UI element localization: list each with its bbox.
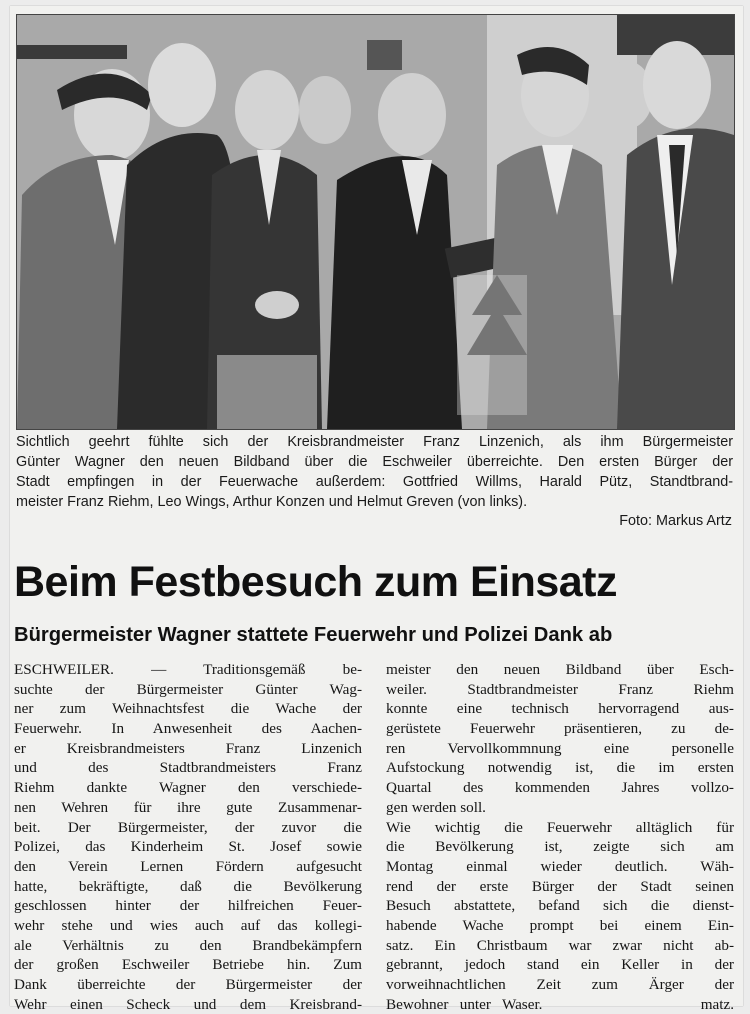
text-line: habende Wache prompt bei einem Ein- bbox=[386, 916, 734, 934]
text-line: rend der erste Bürger der Stadt seinen bbox=[386, 877, 734, 895]
text-line: weiler. Stadtbrandmeister Franz Riehm bbox=[386, 680, 734, 698]
text-line: konnte eine technisch hervorragend aus- bbox=[386, 700, 734, 718]
text-line: ner zum Weihnachtsfest die Wache der bbox=[14, 700, 362, 718]
text-line: ale Verhältnis zu den Brandbekämpfern bbox=[14, 936, 362, 954]
caption-line: meister Franz Riehm, Leo Wings, Arthur Konzen und Helmut Greven (von links). bbox=[16, 494, 528, 510]
text-line: Wehr einen Scheck und dem Kreisbrand- bbox=[14, 995, 362, 1013]
text-line: ESCHWEILER. — Traditionsgemäß be- bbox=[14, 661, 362, 678]
text-line: vorweihnachtlichen Zeit zum Ärger der bbox=[386, 976, 734, 993]
text-line: ren Vervollkommnung eine personelle bbox=[386, 739, 734, 757]
text-line: hatte, bekräftigte, daß die Bevölkerung bbox=[14, 877, 362, 895]
text-line: Polizei, das Kinderheim St. Josef sowie bbox=[14, 838, 362, 856]
photo-illustration bbox=[17, 15, 734, 429]
text-line: Aufstockung notwendig ist, die im ersten bbox=[386, 759, 734, 777]
text-line: der großen Eschweiler Betriebe hin. Zum bbox=[14, 956, 362, 974]
text-line: meister den neuen Bildband über Esch- bbox=[386, 661, 734, 678]
text-line: Montag einmal wieder deutlich. Wäh- bbox=[386, 857, 734, 875]
text-line: geschlossen hinter der hilfreichen Feuer- bbox=[14, 897, 362, 915]
caption-line: Sichtlich geehrt fühlte sich der Kreisbrandmeister Franz Linzenich, als ihm Bürgermeister bbox=[16, 434, 733, 450]
text-line: nen Wehren für ihre gute Zusammenar- bbox=[14, 798, 362, 816]
text-line: Bewohner unter Waser. matz. bbox=[386, 995, 734, 1013]
text-line: Dank überreichte der Bürgermeister der bbox=[14, 976, 362, 993]
text-line: gebrannt, jedoch stand ein Keller in der bbox=[386, 956, 734, 974]
text-line: suchte der Bürgermeister Günter Wag- bbox=[14, 680, 362, 698]
text-line: er Kreisbrandmeisters Franz Linzenich bbox=[14, 739, 362, 757]
photo-caption bbox=[16, 432, 733, 512]
text-line: gerüstete Feuerwehr präsentieren, zu de- bbox=[386, 720, 734, 738]
article-column-right bbox=[386, 660, 734, 1014]
caption-line: Stadt empfingen in der Feuerwache außerdem: Gottfried Willms, Harald Pütz, Standtbrand- bbox=[16, 474, 733, 490]
text-line: Besuch abstattete, befand sich die dienst- bbox=[386, 897, 734, 915]
text-line: und des Stadtbrandmeisters Franz bbox=[14, 759, 362, 777]
photo-credit: Foto: Markus Artz bbox=[619, 513, 732, 529]
text-line: Quartal des kommenden Jahres vollzo- bbox=[386, 779, 734, 797]
article-subheadline: Bürgermeister Wagner stattete Feuerwehr und Polizei Dank ab bbox=[14, 624, 613, 646]
text-line: Feuerwehr. In Anwesenheit des Aachen- bbox=[14, 720, 362, 738]
text-line: Wie wichtig die Feuerwehr alltäglich für bbox=[386, 818, 734, 836]
article-headline: Beim Festbesuch zum Einsatz bbox=[14, 558, 617, 606]
text-line: gen werden soll. bbox=[386, 798, 486, 816]
text-line: den Verein Lernen Fördern aufgesucht bbox=[14, 857, 362, 875]
text-line: wehr stehe und wies auch auf das kollegi- bbox=[14, 916, 362, 934]
group-photo bbox=[16, 14, 735, 430]
text-line: satz. Ein Christbaum war zwar nicht ab- bbox=[386, 936, 734, 954]
text-line: Riehm dankte Wagner den verschiede- bbox=[14, 779, 362, 797]
article-column-left bbox=[14, 660, 362, 1014]
caption-line: Günter Wagner den neuen Bildband über die Eschweiler überreichte. Den ersten Bürger der bbox=[16, 454, 733, 470]
text-line: die Bevölkerung ist, zeigte sich am bbox=[386, 838, 734, 856]
text-line: beit. Der Bürgermeister, der zuvor die bbox=[14, 818, 362, 836]
